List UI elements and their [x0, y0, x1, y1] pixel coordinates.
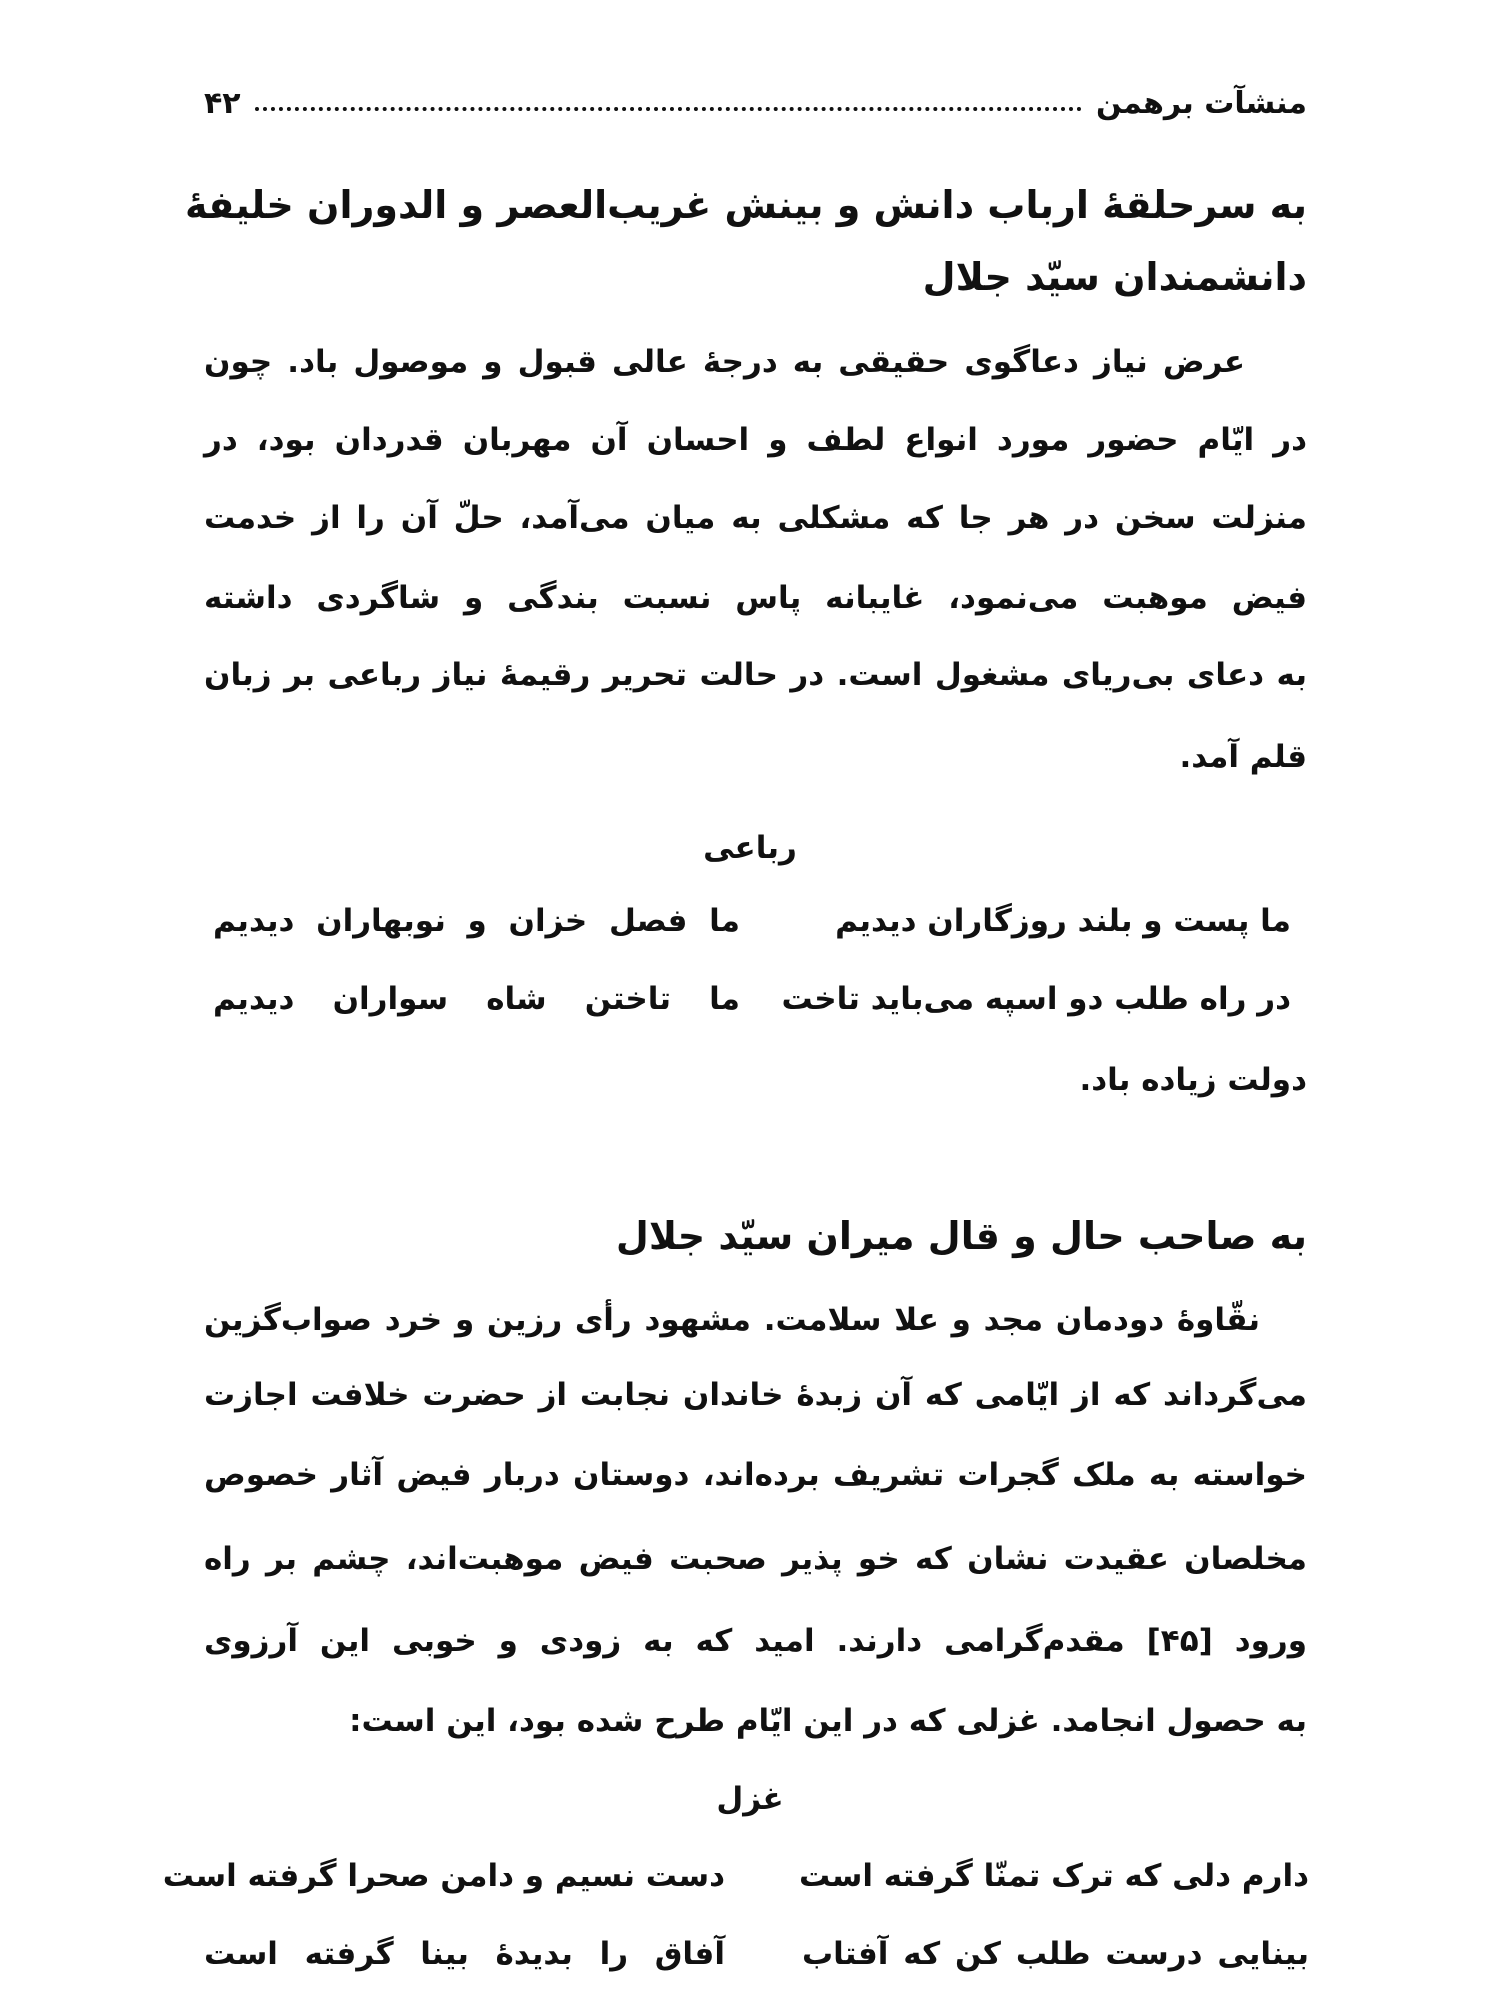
letter2-line: نقّاوهٔ دودمان مجد و علا سلامت. مشهود رأی رزین و خرد صواب‌گزین — [204, 1302, 1260, 1338]
running-header — [204, 78, 1307, 128]
verse-hemistich: ما تاختن شاه سواران دیدیم — [213, 981, 740, 1017]
verse-hemistich: ما فصل خزان و نوبهاران دیدیم — [213, 903, 740, 939]
verse-hemistich: بینایی درست طلب کن که آفتاب — [802, 1936, 1309, 1972]
letter1-line: فیض موهبت می‌نمود، غایبانه پاس نسبت بندگی و شاگردی داشته — [204, 580, 1307, 616]
book-title: منشآت برهمن — [1095, 85, 1307, 121]
verse-hemistich: دارم دلی که ترک تمنّا گرفته است — [799, 1858, 1309, 1894]
letter2-line: ورود [۴۵] مقدم‌گرامی دارند. امید که به زودی و خوبی این آرزوی — [204, 1623, 1308, 1659]
letter2-line: می‌گرداند که از ایّامی که آن زبدهٔ خاندان نجابت از حضرت خلافت اجازت — [204, 1377, 1307, 1413]
letter2-line: به حصول انجامد. غزلی که در این ایّام طرح شده بود، این است: — [349, 1703, 1307, 1739]
poem-heading-ghazal: غزل — [716, 1781, 784, 1817]
letter1-line: عرض نیاز دعاگوی حقیقی به درجهٔ عالی قبول و موصول باد. چون — [204, 344, 1245, 380]
leader-dots — [255, 107, 1082, 111]
poem-heading-rubai: رباعی — [703, 830, 797, 866]
verse-hemistich: دست نسیم و دامن صحرا گرفته است — [162, 1858, 725, 1894]
letter2-title: به صاحب حال و قال میران سیّد جلال — [615, 1214, 1307, 1258]
letter1-title-line: دانشمندان سیّد جلال — [922, 255, 1307, 299]
verse-hemistich: ما پست و بلند روزگاران دیدیم — [835, 903, 1291, 939]
letter1-line: در ایّام حضور مورد انواع لطف و احسان آن مهربان قدردان بود، در — [204, 422, 1307, 458]
letter2-line: خواسته به ملک گجرات تشریف برده‌اند، دوستان دربار فیض آثار خصوص — [204, 1457, 1307, 1493]
letter1-closing: دولت زیاده باد. — [1079, 1062, 1307, 1098]
letter1-line: به دعای بی‌ریای مشغول است. در حالت تحریر رقیمهٔ نیاز رباعی بر زبان — [204, 657, 1307, 693]
letter1-title-line: به سرحلقهٔ ارباب دانش و بینش غریب‌العصر و الدوران خلیفهٔ — [185, 183, 1307, 227]
letter1-line: منزلت سخن در هر جا که مشکلی به میان می‌آمد، حلّ آن را از خدمت — [204, 500, 1307, 536]
letter2-line: مخلصان عقیدت نشان که خو پذیر صحبت فیض موهبت‌اند، چشم بر راه — [204, 1541, 1307, 1577]
page-number: ۴۲ — [204, 85, 241, 121]
letter1-line: قلم آمد. — [1179, 739, 1307, 775]
verse-hemistich: آفاق را بدیدهٔ بینا گرفته است — [204, 1936, 725, 1972]
verse-hemistich: در راه طلب دو اسپه می‌باید تاخت — [781, 981, 1291, 1017]
